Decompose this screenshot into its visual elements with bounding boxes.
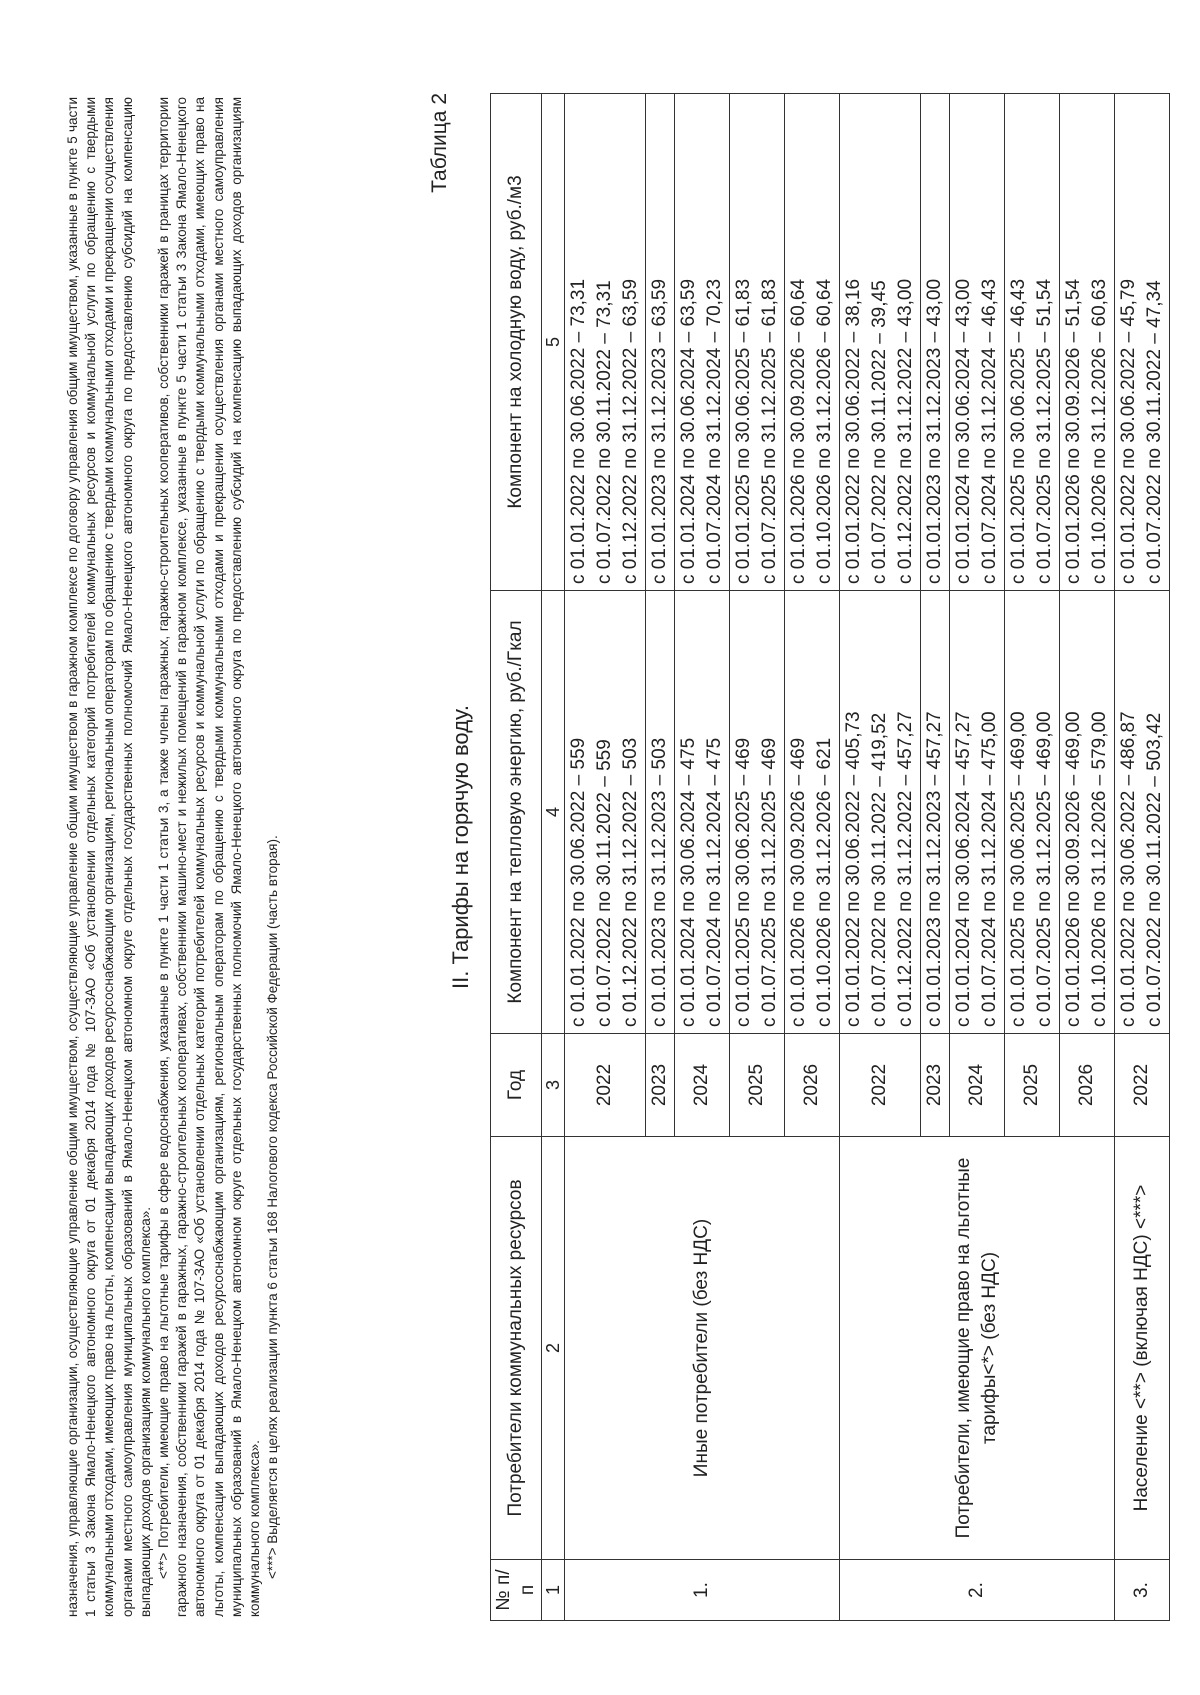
footnotes-block (64, 97, 282, 1617)
table-row (840, 94, 921, 1621)
heat-component-cell (565, 591, 646, 1034)
footnote-continuation: назначения, управляющие организации, осуществляющие управление общим имуществом, осуществляющие управление общим имуществом в гаражном комплексе по договору управления общим имуществом, указанные в пункте 5 части 1 статьи 3 Закона Ямало-Ненецкого автономного округа от 01 декабря 2014 года № 107-ЗАО «Об установлении отдельных категорий потребителей коммунальных ресурсов и коммунальной услуги по обращению с твердыми коммунальными отходами, имеющих право на льготы, компенсации выпадающих доходов ресурсоснабжающим организациям, региональным операторам по обращению с твердыми коммунальными отходами и прекращении осуществления органами местного самоуправления муниципальных образований в Ямало-Ненецком автономном округе отдельных государственных полномочий Ямало-Ненецкого автономного округа по предоставлению субсидий на компенсацию выпадающих доходов организациям коммунального комплекса». (65, 97, 153, 1617)
water-tariff-line: с 01.01.2025 по 30.06.2025 – 46,43 (1008, 278, 1029, 584)
year-cell: 2022 (1115, 1034, 1170, 1137)
header-year: Год (491, 1034, 542, 1137)
consumer-category: Иные потребители (без НДС) (565, 1137, 840, 1560)
year-cell: 2026 (1060, 1034, 1115, 1137)
heat-tariff-line: с 01.07.2025 по 31.12.2025 – 469,00 (1034, 711, 1055, 1027)
row-number: 3. (1115, 1560, 1170, 1621)
heat-component-cell (646, 591, 675, 1034)
water-tariff-line: с 01.01.2025 по 30.06.2025 – 61,83 (733, 278, 754, 584)
water-component-cell (785, 94, 840, 591)
row-number: 1. (565, 1560, 840, 1621)
water-tariff-line: с 01.07.2022 по 30.11.2022 – 73,31 (594, 280, 615, 584)
water-tariff-line: с 01.07.2024 по 31.12.2024 – 70,23 (704, 278, 725, 584)
heat-tariff-line: с 01.07.2022 по 30.11.2022 – 503,42 (1144, 712, 1165, 1027)
heat-tariff-line: с 01.01.2024 по 30.06.2024 – 475 (678, 737, 699, 1027)
heat-component-cell (1115, 591, 1170, 1034)
header-consumers: Потребители коммунальных ресурсов (491, 1137, 542, 1560)
water-tariff-line: с 01.10.2026 по 31.12.2026 – 60,63 (1089, 278, 1110, 584)
water-component-cell (921, 94, 950, 591)
water-tariff-line: с 01.01.2023 по 31.12.2023 – 63,59 (649, 278, 670, 584)
year-cell: 2024 (950, 1034, 1005, 1137)
heat-tariff-line: с 01.12.2022 по 31.12.2022 – 457,27 (895, 711, 916, 1027)
heat-tariff-line: с 01.01.2022 по 30.06.2022 – 405,73 (843, 711, 864, 1027)
water-component-cell (675, 94, 730, 591)
water-tariff-line: с 01.01.2024 по 30.06.2024 – 63,59 (678, 278, 699, 584)
water-tariff-line: с 01.07.2022 по 30.11.2022 – 47,34 (1144, 280, 1165, 584)
heat-tariff-line: с 01.01.2024 по 30.06.2024 – 457,27 (953, 711, 974, 1027)
column-numbers-row (542, 94, 565, 1621)
heat-tariff-line: с 01.01.2025 по 30.06.2025 – 469 (733, 737, 754, 1027)
heat-tariff-line: с 01.07.2025 по 31.12.2025 – 469 (759, 737, 780, 1027)
year-cell: 2023 (921, 1034, 950, 1137)
heat-tariff-line: с 01.10.2026 по 31.12.2026 – 621 (814, 737, 835, 1027)
table-number: Таблица 2 (428, 93, 451, 193)
column-number: 4 (542, 591, 565, 1034)
water-tariff-line: с 01.01.2024 по 30.06.2024 – 43,00 (953, 278, 974, 584)
heat-tariff-line: с 01.01.2023 по 31.12.2023 – 503 (649, 737, 670, 1027)
header-number: № п/п (491, 1560, 542, 1621)
water-tariff-line: с 01.12.2022 по 31.12.2022 – 43,00 (895, 278, 916, 584)
heat-component-cell (785, 591, 840, 1034)
consumer-category: Потребители, имеющие право на льготные тарифы<*> (без НДС) (840, 1137, 1115, 1560)
heat-tariff-line: с 01.01.2026 по 30.09.2026 – 469 (788, 737, 809, 1027)
year-cell: 2022 (565, 1034, 646, 1137)
year-cell: 2024 (675, 1034, 730, 1137)
heat-component-cell (950, 591, 1005, 1034)
table-body (565, 94, 1170, 1621)
water-tariff-line: с 01.01.2023 по 31.12.2023 – 43,00 (924, 278, 945, 584)
water-tariff-line: с 01.01.2022 по 30.06.2022 – 45,79 (1118, 278, 1139, 584)
water-component-cell (1060, 94, 1115, 591)
row-number: 2. (840, 1560, 1115, 1621)
year-cell: 2026 (785, 1034, 840, 1137)
water-tariff-line: с 01.01.2022 по 30.06.2022 – 38,16 (843, 278, 864, 584)
table-row (565, 94, 646, 1621)
water-component-cell (565, 94, 646, 591)
table-row (1115, 94, 1170, 1621)
heat-component-cell (840, 591, 921, 1034)
heat-tariff-line: с 01.01.2025 по 30.06.2025 – 469,00 (1008, 711, 1029, 1027)
heat-component-cell (675, 591, 730, 1034)
heat-component-cell (730, 591, 785, 1034)
water-component-cell (1115, 94, 1170, 591)
water-component-cell (950, 94, 1005, 591)
water-component-cell (730, 94, 785, 591)
column-number: 3 (542, 1034, 565, 1137)
section-title: II. Тарифы на горячую воду. (448, 705, 473, 989)
footnote-double-star: <**> Потребители, имеющие право на льготные тарифы в сфере водоснабжения, указанные в пункте 1 части 1 статьи 3, а также члены гаражных, гаражно-строительных кооперативов, собственники гаражей в границах территории гаражного назначения, собственники гаражей в гаражных, гаражно-строительных кооперативах, собственники машино-мест и нежилых помещений в гаражном комплексе, указанные в пункте 5 части 1 статьи 3 Закона Ямало-Ненецкого автономного округа от 01 декабря 2014 года № 107-ЗАО «Об установлении отдельных категорий потребителей коммунальных ресурсов и коммунальной услуги по обращению с твердыми коммунальными отходами, имеющих право на льготы, компенсации выпадающих доходов ресурсоснабжающим организациям, региональным операторам по обращению с твердыми коммунальными отходами и прекращении осуществления органами местного самоуправления муниципальных образований в Ямало-Ненецком автономном округе отдельных государственных полномочий Ямало-Ненецкого автономного округа по предоставлению субсидий на компенсацию выпадающих доходов организациям коммунального комплекса». (156, 97, 263, 1617)
heat-tariff-line: с 01.07.2024 по 31.12.2024 – 475,00 (979, 711, 1000, 1027)
heat-tariff-line: с 01.01.2022 по 30.06.2022 – 559 (568, 737, 589, 1027)
header-water-component: Компонент на холодную воду, руб./м3 (491, 94, 542, 591)
heat-tariff-line: с 01.07.2022 по 30.11.2022 – 419,52 (869, 712, 890, 1027)
heat-tariff-line: с 01.12.2022 по 31.12.2022 – 503 (620, 737, 641, 1027)
water-component-cell (1005, 94, 1060, 591)
water-tariff-line: с 01.01.2026 по 30.09.2026 – 60,64 (788, 278, 809, 584)
heat-tariff-line: с 01.01.2026 по 30.09.2026 – 469,00 (1063, 711, 1084, 1027)
water-tariff-line: с 01.10.2026 по 31.12.2026 – 60,64 (814, 278, 835, 584)
year-cell: 2022 (840, 1034, 921, 1137)
water-tariff-line: с 01.07.2025 по 31.12.2025 – 61,83 (759, 278, 780, 584)
heat-component-cell (1060, 591, 1115, 1034)
footnote-triple-star: <***> Выделяется в целях реализации пункта 6 статьи 168 Налогового кодекса Российской Федерации (часть вторая). (265, 835, 281, 1579)
table-header-row (491, 94, 542, 1621)
water-tariff-line: с 01.07.2024 по 31.12.2024 – 46,43 (979, 278, 1000, 584)
column-number: 5 (542, 94, 565, 591)
heat-tariff-line: с 01.07.2022 по 30.11.2022 – 559 (594, 739, 615, 1027)
column-number: 1 (542, 1560, 565, 1621)
heat-tariff-line: с 01.07.2024 по 31.12.2024 – 475 (704, 737, 725, 1027)
water-tariff-line: с 01.01.2022 по 30.06.2022 – 73,31 (568, 278, 589, 584)
tariff-table (490, 93, 1170, 1621)
heat-tariff-line: с 01.01.2022 по 30.06.2022 – 486,87 (1118, 711, 1139, 1027)
year-cell: 2025 (730, 1034, 785, 1137)
year-cell: 2025 (1005, 1034, 1060, 1137)
consumer-category: Население <**> (включая НДС) <***> (1115, 1137, 1170, 1560)
header-heat-component: Компонент на тепловую энергию, руб./Гкал (491, 591, 542, 1034)
water-tariff-line: с 01.07.2022 по 30.11.2022 – 39,45 (869, 280, 890, 584)
column-number: 2 (542, 1137, 565, 1560)
heat-tariff-line: с 01.01.2023 по 31.12.2023 – 457,27 (924, 711, 945, 1027)
year-cell: 2023 (646, 1034, 675, 1137)
heat-component-cell (1005, 591, 1060, 1034)
heat-component-cell (921, 591, 950, 1034)
water-component-cell (646, 94, 675, 591)
document-page (50, 47, 1165, 1647)
water-component-cell (840, 94, 921, 591)
heat-tariff-line: с 01.10.2026 по 31.12.2026 – 579,00 (1089, 711, 1110, 1027)
water-tariff-line: с 01.01.2026 по 30.09.2026 – 51,54 (1063, 278, 1084, 584)
water-tariff-line: с 01.07.2025 по 31.12.2025 – 51,54 (1034, 278, 1055, 584)
water-tariff-line: с 01.12.2022 по 31.12.2022 – 63,59 (620, 278, 641, 584)
